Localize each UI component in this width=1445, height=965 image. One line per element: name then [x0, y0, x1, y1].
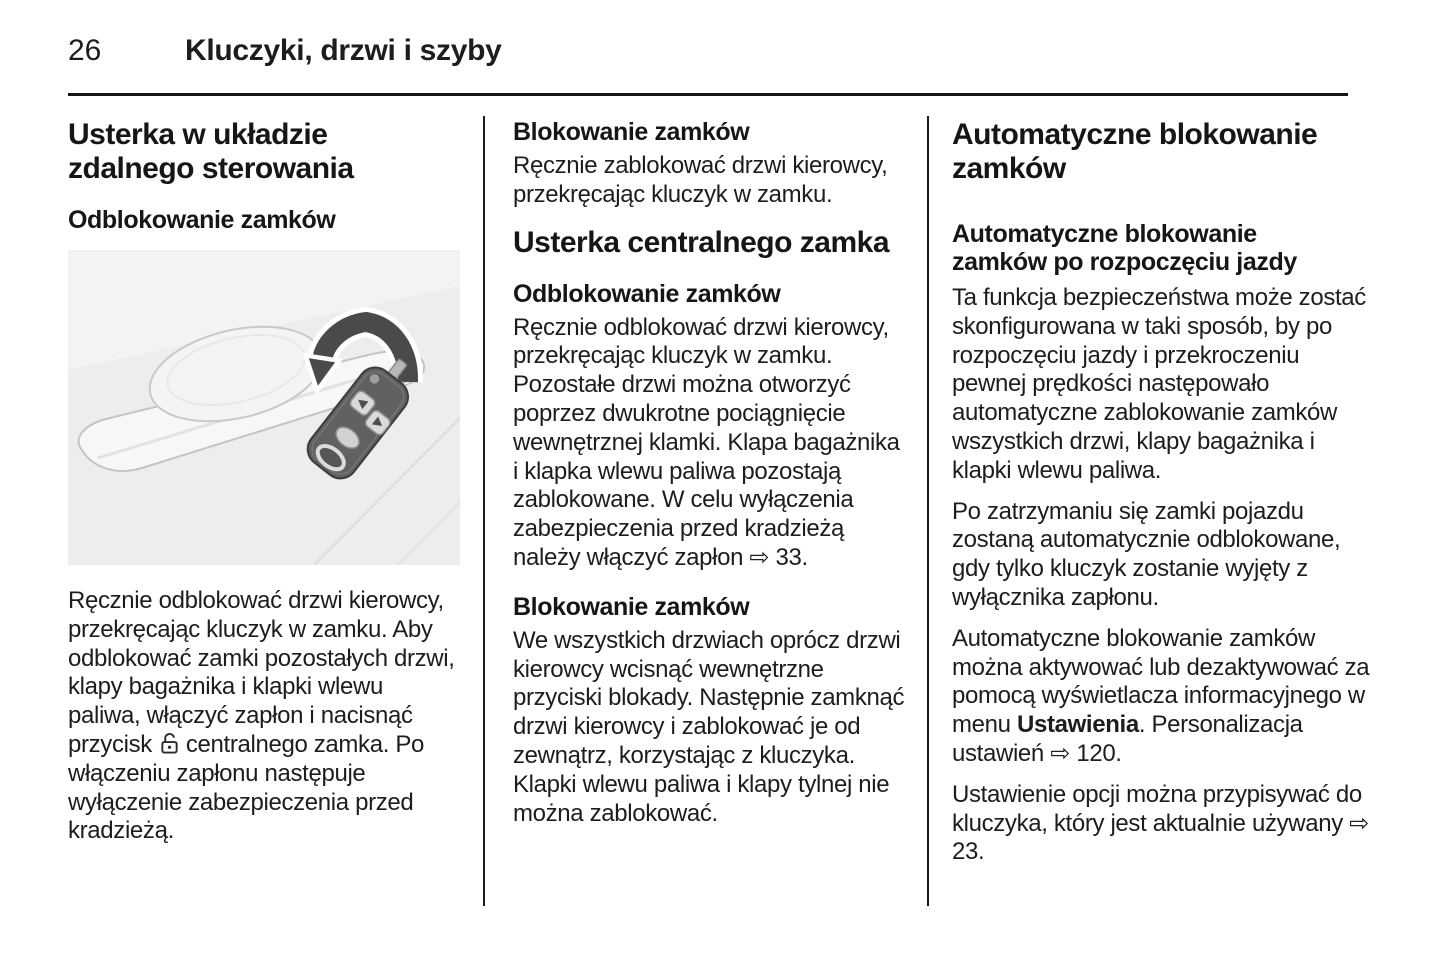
column-divider: [927, 116, 929, 906]
section-heading: Usterka centralnego zamka: [513, 225, 890, 259]
section-heading: Usterka w układzie zdalnego sterowania: [68, 118, 354, 185]
paragraph-text: centralnego zamka. Po włączeniu zapłonu następuje wyłączenie zabezpieczenia przed kradzieżą.: [68, 730, 424, 845]
subsection-heading: Blokowanie zamków: [513, 118, 750, 146]
door-handle-key-illustration: [68, 250, 460, 565]
body-paragraph: Ręcznie zablokować drzwi kierowcy, przekręcając kluczyk w zamku.: [513, 152, 888, 208]
column-2: [513, 112, 910, 840]
header-rule: [68, 93, 1348, 96]
subsection-heading: Blokowanie zamków: [513, 592, 750, 621]
section-heading: Automatyczne blokowanie zamków: [952, 118, 1318, 185]
body-paragraph: Ręcznie odblokować drzwi kierowcy, przekręcając kluczyk w zamku. Pozostałe drzwi można otworzyć poprzez dwukrotne pociągnięcie wewnętrznej klamki. Klapa bagażnika i klapka wlewu paliwa pozostają zablokowane. W celu wyłączenia zabezpieczenia przed kradzieżą należy włączyć zapłon ⇨ 33.: [513, 313, 900, 571]
menu-name-emphasis: Ustawienia: [1016, 711, 1139, 739]
column-divider: [483, 116, 485, 906]
subsection-heading: Odblokowanie zamków: [68, 206, 336, 234]
paragraph-text: . Personalizacja ustawień ⇨ 120.: [952, 711, 1303, 767]
body-paragraph: Po zatrzymaniu się zamki pojazdu zostaną automatycznie odblokowane, gdy tylko kluczyk zostanie wyjęty z wyłącznika zapłonu.: [952, 497, 1341, 611]
body-paragraph: [952, 625, 1379, 769]
door-handle-key-figure: [68, 250, 460, 565]
body-paragraph: We wszystkich drzwiach oprócz drzwi kierowcy wcisnąć wewnętrzne przyciski blokady. Następnie zamknąć drzwi kierowcy i zablokować je od zewnątrz, korzystając z kluczyka. Klapki wlewu paliwa i klapy tylnej nie można zablokować.: [513, 626, 905, 827]
page-number: 26: [68, 34, 102, 67]
subsection-heading: Odblokowanie zamków: [513, 279, 781, 308]
body-paragraph: [68, 587, 460, 846]
paragraph-text: Automatyczne blokowanie zamków można aktywować lub dezaktywować za pomocą wyświetlacza informacyjnego w menu: [952, 624, 1370, 739]
body-paragraph: Ustawienie opcji można przypisywać do kluczyka, który jest aktualnie używany ⇨ 23.: [952, 780, 1369, 866]
unlock-icon: [159, 731, 180, 755]
paragraph-text: Ręcznie odblokować drzwi kierowcy, przekręcając kluczyk w zamku. Aby odblokować zamki pozostałych drzwi, klapy bagażnika i klapki wlewu paliwa, włączyć zapłon i nacisnąć przycisk: [68, 587, 455, 758]
chapter-title: Kluczyki, drzwi i szyby: [185, 34, 502, 67]
column-1: [68, 112, 460, 858]
column-3: [952, 112, 1379, 879]
subsection-heading: Automatyczne blokowanie zamków po rozpoczęciu jazdy: [952, 220, 1297, 276]
body-paragraph: Ta funkcja bezpieczeństwa może zostać skonfigurowana w taki sposób, by po rozpoczęciu jazdy i przekroczeniu pewnej prędkości następowało automatyczne zablokowanie zamków wszystkich drzwi, klapy bagażnika i klapki wlewu paliwa.: [952, 284, 1366, 484]
